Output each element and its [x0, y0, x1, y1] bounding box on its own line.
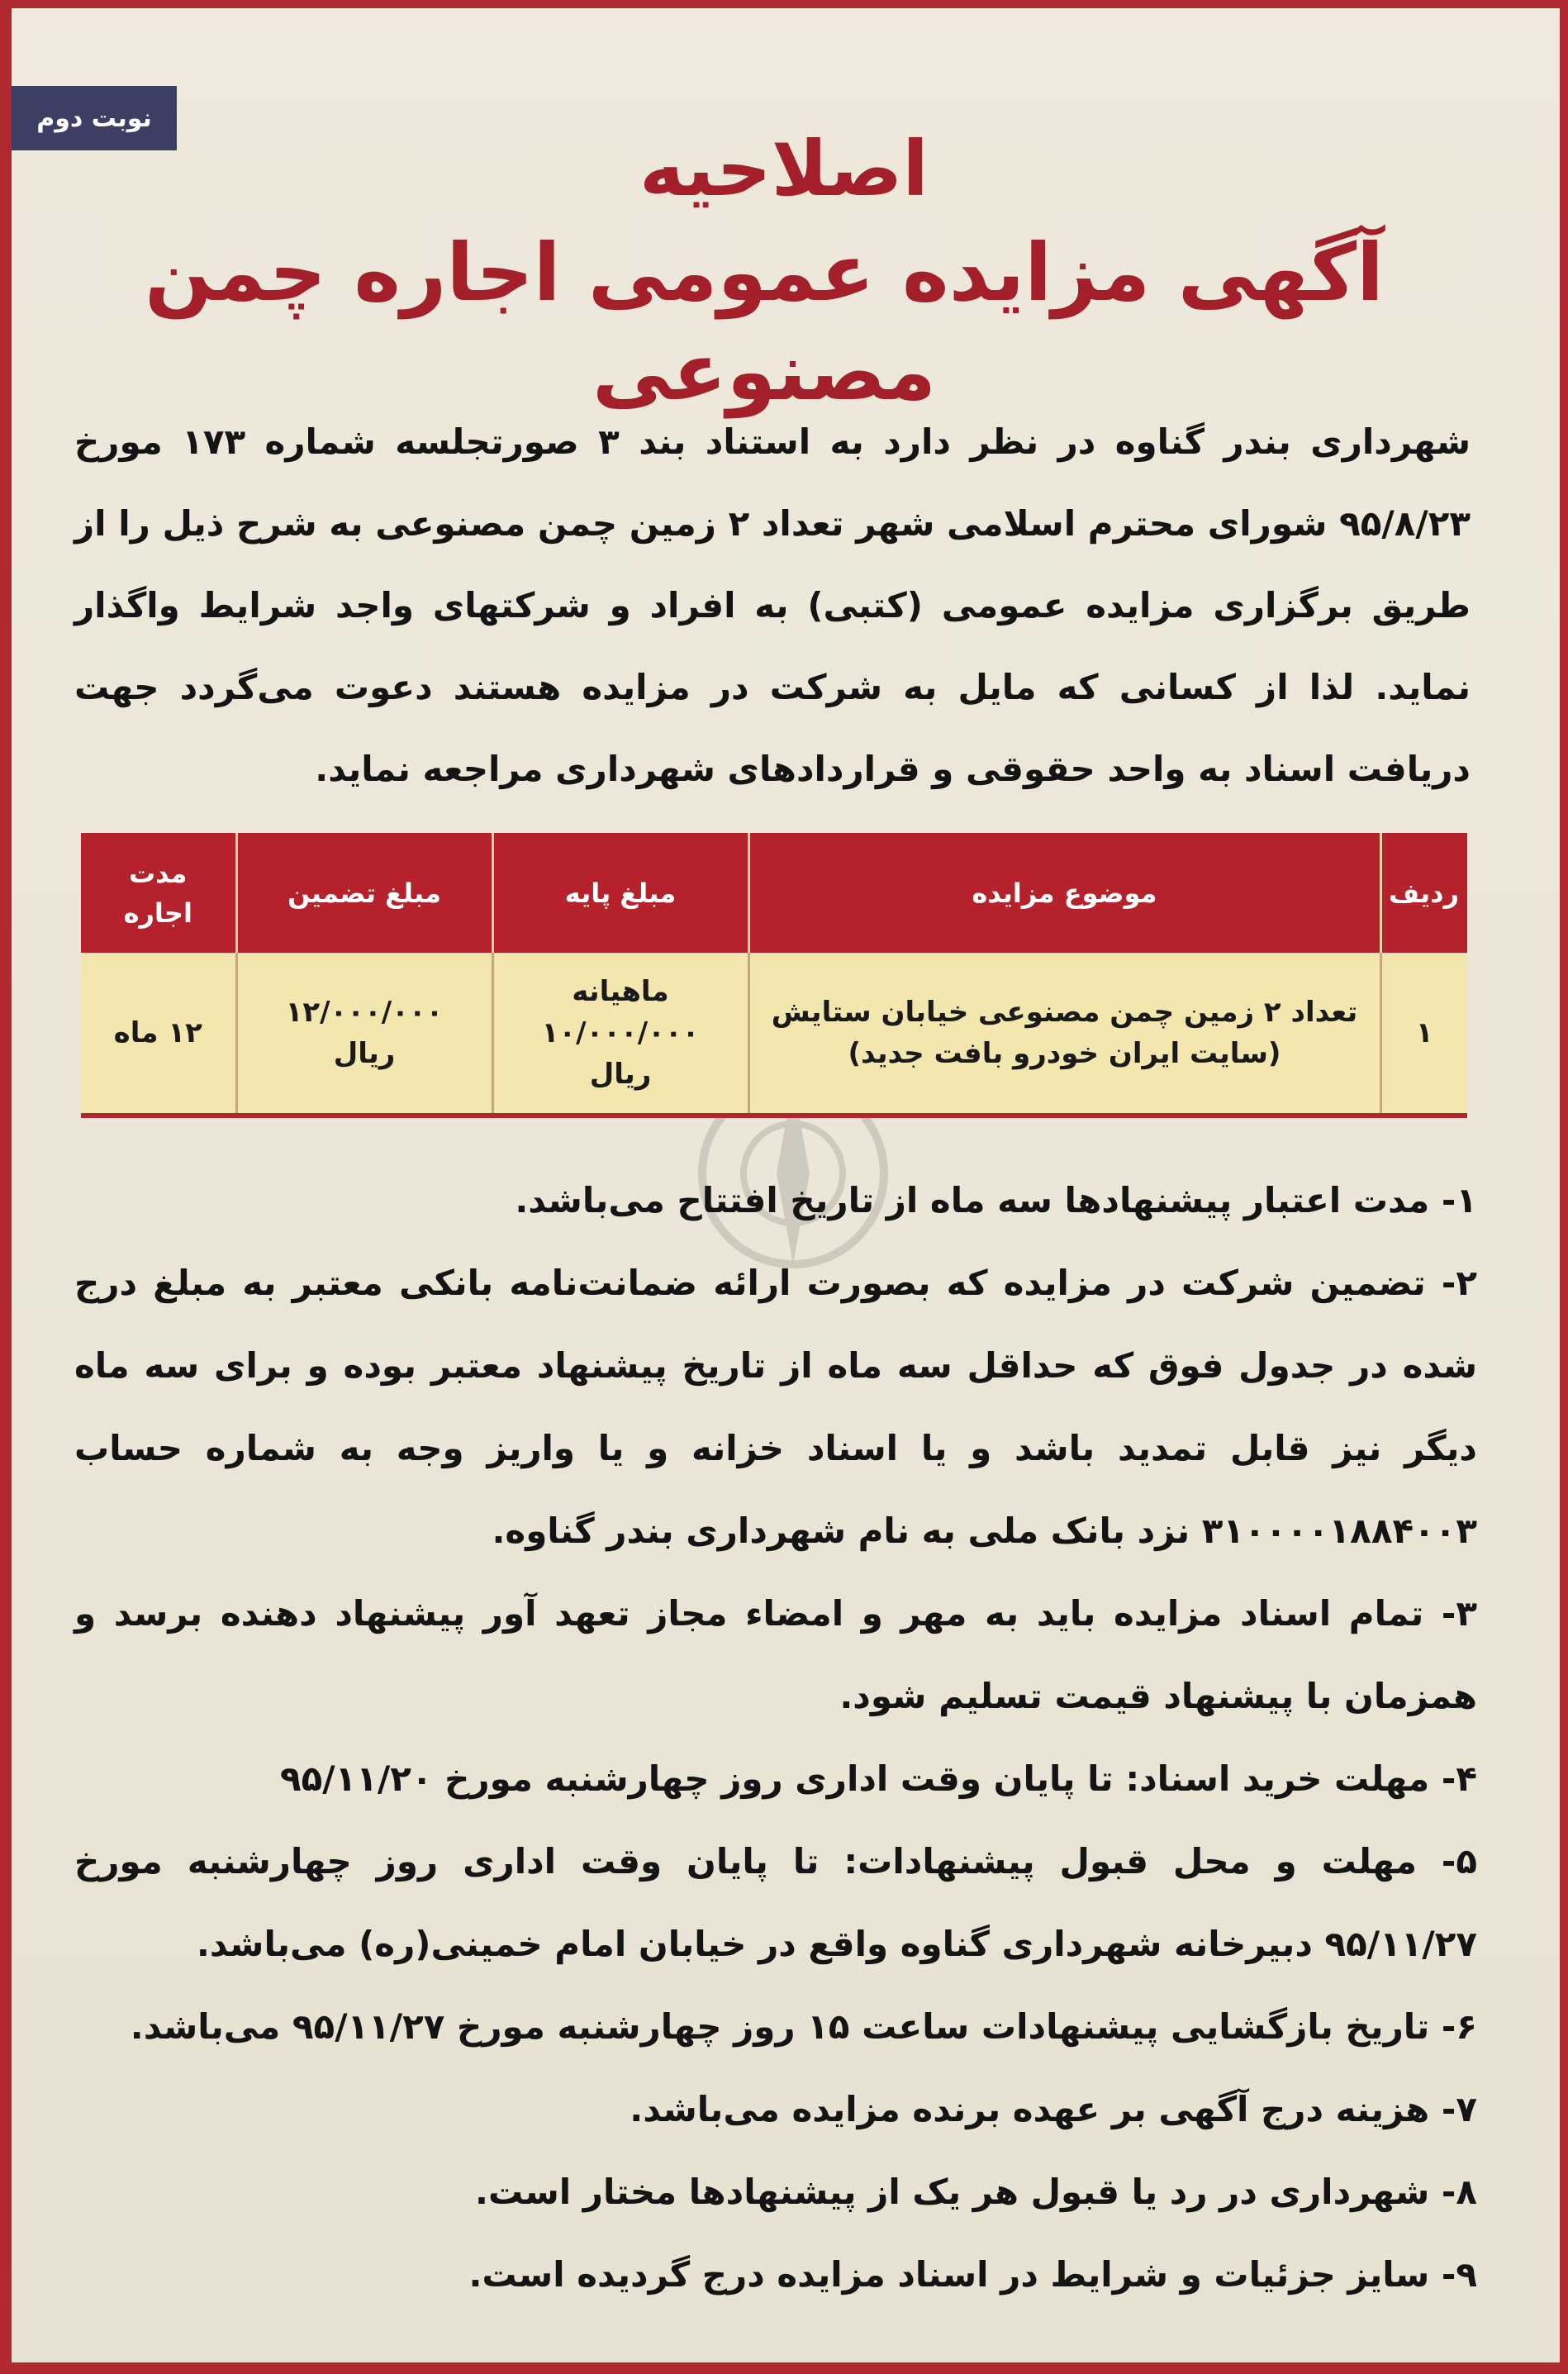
cell-guarantee [236, 953, 492, 1113]
frame-border-bottom [0, 2362, 1568, 2374]
cell-base-price-line-1: ماهیانه [572, 975, 669, 1008]
cell-base-price-line-3: ریال [589, 1058, 652, 1091]
condition-item-6: ۶- تاریخ بازگشایی پیشنهادات ساعت ۱۵ روز چهارشنبه مورخ ۹۵/۱۱/۲۷ می‌باشد. [130, 2006, 1477, 2047]
condition-item-8: ۸- شهرداری در رد یا قبول هر یک از پیشنهادها مختار است. [475, 2172, 1477, 2212]
correction-title: اصلاحیه [639, 125, 929, 213]
cell-row-number: ۱ [1380, 953, 1467, 1113]
condition-item-1: ۱- مدت اعتبار پیشنهادها سه ماه از تاریخ افتتاح می‌باشد. [515, 1180, 1477, 1220]
condition-item-5: ۵- مهلت و محل قبول پیشنهادات: تا پایان وقت اداری روز چهارشنبه مورخ ۹۵/۱۱/۲۷ دبیرخانه شهرداری گناوه واقع در خیابان امام خمینی(ره) می‌باشد. [74, 1841, 1477, 1964]
frame-border-left [0, 0, 12, 2374]
header-duration-line-1: مدت [129, 857, 188, 889]
conditions-list [74, 1159, 1477, 2316]
cell-subject-line-1: تعداد ۲ زمین چمن مصنوعی خیابان ستایش [771, 996, 1358, 1029]
cell-guarantee-line-1: ۱۲/۰۰۰/۰۰۰ [285, 996, 444, 1029]
auction-table [81, 833, 1467, 1113]
frame-border-top [0, 0, 1568, 8]
intro-paragraph: شهرداری بندر گناوه در نظر دارد به استناد بند ۳ صورتجلسه شماره ۱۷۳ مورخ ۹۵/۸/۲۳ شورای محترم اسلامی شهر تعداد ۲ زمین چمن مصنوعی به شرح ذیل را از طریق برگزاری مزایده عمومی (کتبی) به افراد و شرکتهای واجد شرایط واگذار نماید. لذا از کسانی که مایل به شرکت در مزایده هستند دعوت می‌گردد جهت دریافت اسناد به واحد حقوقی و قراردادهای شهرداری مراجعه نماید. [74, 421, 1471, 789]
cell-duration: ۱۲ ماه [113, 1016, 202, 1049]
cell-base-price [492, 953, 748, 1113]
header-row-number: ردیف [1380, 833, 1467, 953]
cell-subject-line-2: (سایت ایران خودرو بافت جدید) [848, 1037, 1281, 1070]
cell-base-price-line-2: ۱۰/۰۰۰/۰۰۰ [541, 1016, 700, 1049]
table-header-row [81, 833, 1467, 953]
condition-item-3: ۳- تمام اسناد مزایده باید به مهر و امضاء مجاز تعهد آور پیشنهاد دهنده برسد و همزمان با پیشنهاد قیمت تسلیم شود. [74, 1593, 1477, 1716]
header-duration-line-2: اجاره [123, 897, 192, 929]
condition-item-9: ۹- سایز جزئیات و شرایط در اسناد مزایده درج گردیده است. [468, 2254, 1477, 2295]
issue-badge: نوبت دوم [12, 86, 177, 150]
table-row [81, 953, 1467, 1113]
header-guarantee: مبلغ تضمین [236, 833, 492, 953]
header-subject: موضوع مزایده [748, 833, 1380, 953]
auction-table-container [81, 833, 1467, 1118]
frame-border-right [1560, 0, 1568, 2374]
condition-item-2: ۲- تضمین شرکت در مزایده که بصورت ارائه ضمانت‌نامه بانکی معتبر به مبلغ درج شده در جدول فوق که حداقل سه ماه از تاریخ پیشنهاد معتبر بوده و برای سه ماه دیگر نیز قابل تمدید باشد و یا اسناد خزانه و یا واریز وجه به شماره حساب ۳۱۰۰۰۰۱۸۸۴۰۰۳ نزد بانک ملی به نام شهرداری بندر گناوه. [74, 1263, 1477, 1551]
cell-guarantee-line-2: ریال [333, 1037, 396, 1070]
cell-subject [748, 953, 1380, 1113]
condition-item-4: ۴- مهلت خرید اسناد: تا پایان وقت اداری روز چهارشنبه مورخ ۹۵/۱۱/۲۰ [280, 1758, 1477, 1799]
header-duration [81, 833, 236, 953]
condition-item-7: ۷- هزینه درج آگهی بر عهده برنده مزایده می‌باشد. [630, 2089, 1477, 2129]
header-base-price: مبلغ پایه [492, 833, 748, 953]
notice-title: آگهی مزایده عمومی اجاره چمن مصنوعی [145, 226, 1384, 418]
